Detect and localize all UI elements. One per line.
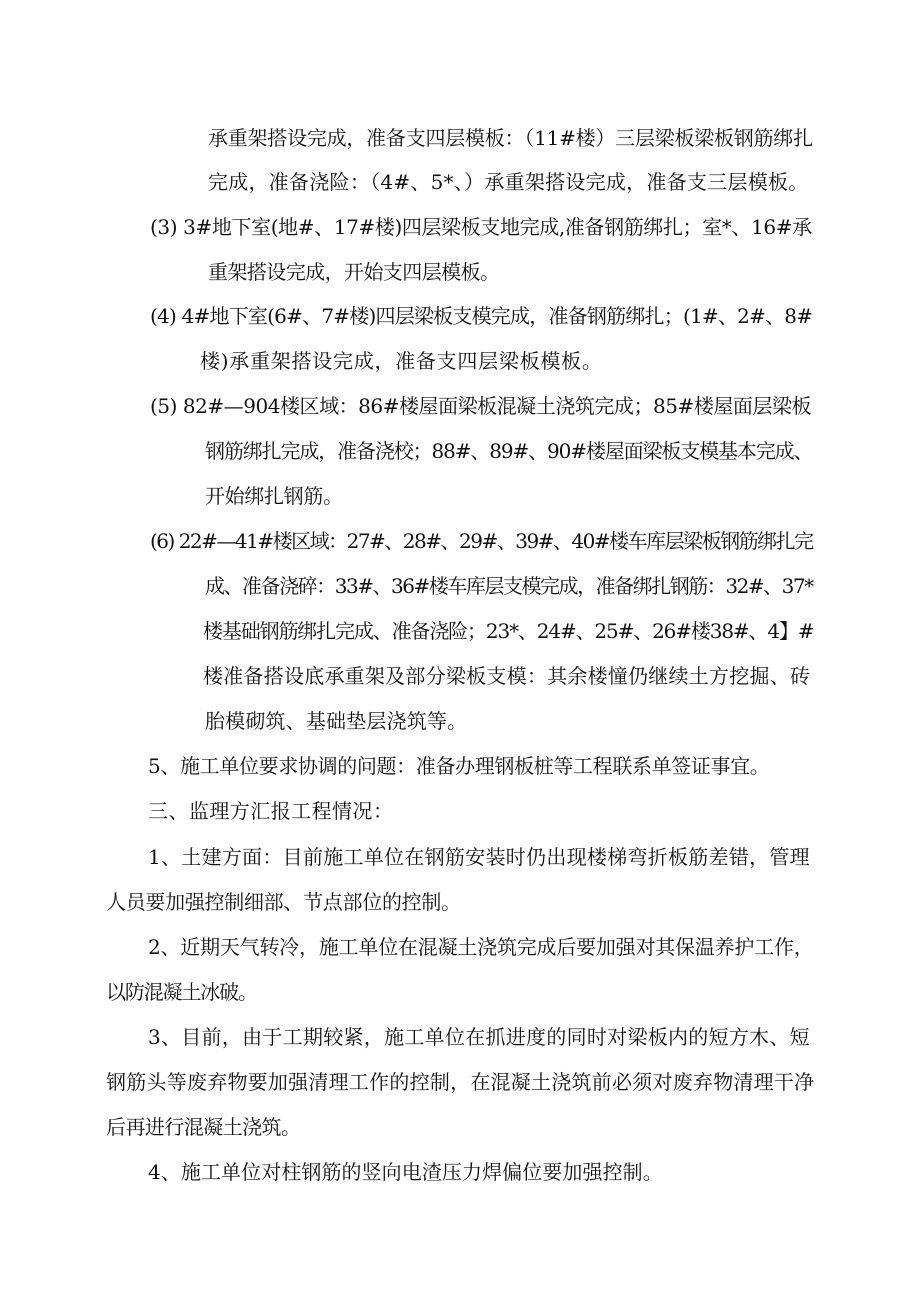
text-line-11: 成、准备浇碎：33#、36#楼车库层支模完成，准备绑扎钢筋：32#、37* xyxy=(205,574,813,598)
text-line-22: 钢筋头等废弃物要加强清理工作的控制，在混凝土浇筑前必须对废弃物清理干净 xyxy=(106,1070,815,1094)
text-line-19: 2、近期天气转冷，施工单位在混凝土浇筑完成后要加强对其保温养护工作， xyxy=(148,935,814,959)
text-line-7: (5) 82#—904楼区域：86#楼屋面梁板混凝土浇筑完成；85#楼屋面层梁板 xyxy=(150,394,812,418)
text-line-21: 3、目前，由于工期较紧，施工单位在抓进度的同时对梁板内的短方木、短 xyxy=(148,1025,810,1049)
text-line-12: 楼基础钢筋绑扎完成、准备浇险；23*、24#、25#、26#楼38#、4】# xyxy=(203,619,814,643)
text-line-23: 后再进行混凝土浇筑。 xyxy=(106,1115,301,1139)
text-line-17: 1、土建方面：目前施工单位在钢筋安装时仍出现楼梯弯折板筋差错，管理 xyxy=(148,845,810,869)
text-line-1: 承重架搭设完成，准备支四层模板：（11#楼）三层梁板梁板钢筋绑扎 xyxy=(208,126,813,150)
text-line-15: 5、施工单位要求协调的问题：准备办理钢板桩等工程联系单签证事宜。 xyxy=(148,754,770,778)
text-line-14: 胎模砌筑、基础垫层浇筑等。 xyxy=(205,709,468,733)
text-line-5: (4) 4#地下室(6#、7#楼)四层梁板支模完成，准备钢筋绑扎；(1#、2#、8# xyxy=(150,304,813,328)
text-line-13: 楼准备搭设底承重架及部分梁板支模：其余楼憧仍继续土方挖掘、砖 xyxy=(203,664,811,688)
text-line-10: (6) 22#—41#楼区域：27#、28#、29#、39#、40#楼车库层梁板钢筋绑扎完 xyxy=(150,529,813,553)
text-line-20: 以防混凝土冰破。 xyxy=(106,980,257,1004)
text-line-2: 完成，准备浇险：（4#、5*、）承重架搭设完成，准备支三层模板。 xyxy=(208,170,809,194)
text-line-6: 楼)承重架搭设完成，准备支四层梁板模板。 xyxy=(200,349,603,373)
text-line-8: 钢筋绑扎完成，准备浇校；88#、89#、90#楼屋面梁板支模基本完成、 xyxy=(205,439,813,463)
text-line-9: 开始绑扎钢筋。 xyxy=(205,484,343,508)
text-line-3: (3) 3#地下室(地#、17#楼)四层梁板支地完成,准备钢筋绑扎；室*、16#承 xyxy=(150,215,812,239)
text-line-16: 三、监理方汇报工程情况： xyxy=(148,799,394,823)
text-line-24: 4、施工单位对柱钢筋的竖向电渣压力焊偏位要加强控制。 xyxy=(148,1160,663,1184)
text-line-18: 人员要加强控制细部、节点部位的控制。 xyxy=(106,890,461,914)
text-line-4: 重架搭设完成，开始支四层模板。 xyxy=(208,260,500,284)
